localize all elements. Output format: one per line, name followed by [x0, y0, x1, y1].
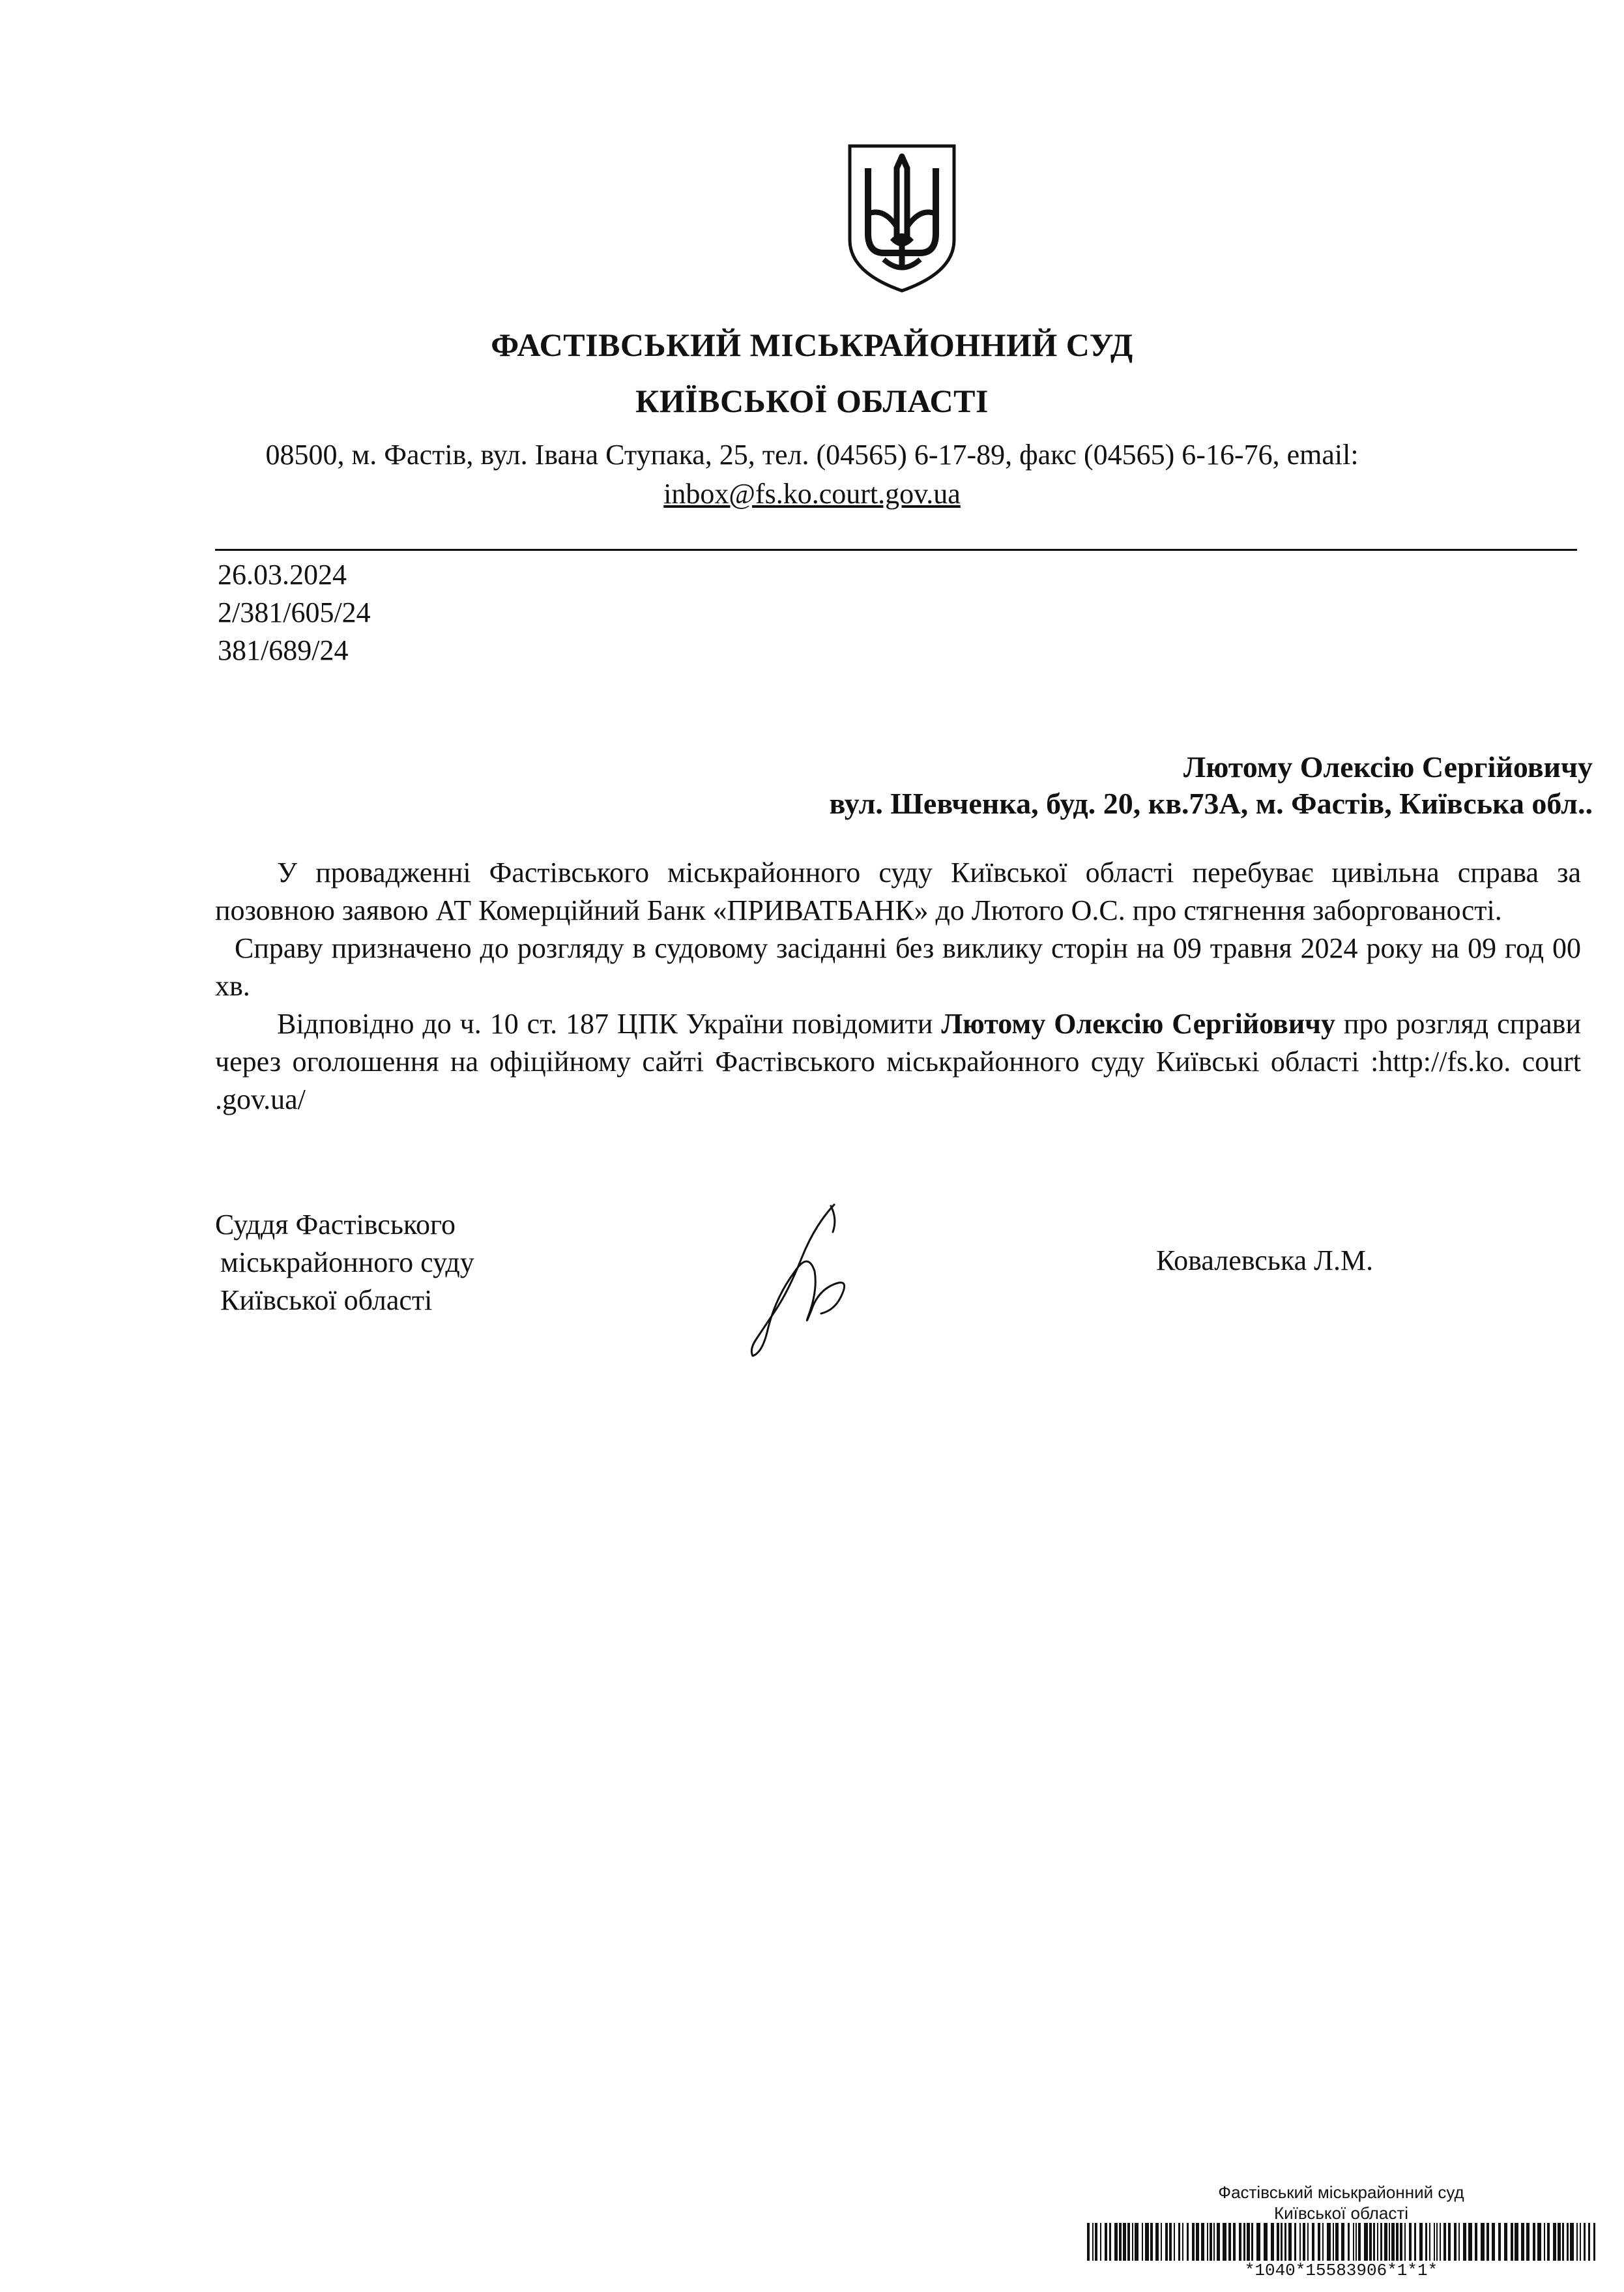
- barcode-bar: [1201, 2223, 1204, 2261]
- barcode-bar: [1284, 2223, 1286, 2261]
- judge-name: Ковалевська Л.М.: [1156, 1244, 1374, 1276]
- barcode-bar: [1358, 2223, 1361, 2261]
- barcode-bar: [1243, 2223, 1245, 2261]
- barcode-bar: [1384, 2223, 1387, 2261]
- barcode-bar: [1299, 2223, 1301, 2261]
- barcode-bar: [1239, 2223, 1241, 2261]
- barcode-bar: [1562, 2223, 1564, 2261]
- barcode-bar: [1142, 2223, 1143, 2261]
- signer-title: [215, 1206, 474, 1319]
- barcode-bar: [1515, 2223, 1518, 2261]
- outgoing-number: 2/381/605/24: [218, 596, 371, 628]
- barcode-bar: [1570, 2223, 1574, 2261]
- barcode-bar: [1109, 2223, 1111, 2261]
- barcode-bar: [1161, 2223, 1162, 2261]
- barcode-bar: [1425, 2223, 1427, 2261]
- barcode-bar: [1207, 2223, 1208, 2261]
- barcode-bar: [1436, 2223, 1438, 2261]
- trident-coat-of-arms-icon: [845, 142, 959, 295]
- barcode-bar: [1155, 2223, 1159, 2261]
- barcode-bar: [1443, 2223, 1446, 2261]
- stamp-region: Київської області: [1273, 2203, 1409, 2223]
- barcode-bar: [1553, 2223, 1556, 2261]
- body-paragraph-3-addressee: Лютому Олексію Сергійовичу: [941, 1008, 1335, 1040]
- barcode-bar: [1114, 2223, 1118, 2261]
- barcode-bar: [1369, 2223, 1372, 2261]
- signer-title-line2: міськрайонного суду: [220, 1246, 474, 1278]
- barcode-bar: [1092, 2223, 1094, 2261]
- barcode-bar: [1281, 2223, 1283, 2261]
- barcode-bar: [1440, 2223, 1441, 2261]
- barcode-bar: [1127, 2223, 1130, 2261]
- case-number: 381/689/24: [218, 634, 349, 666]
- header-divider: [215, 549, 1577, 551]
- barcode-bar: [1095, 2223, 1097, 2261]
- barcode-bar: [1150, 2223, 1153, 2261]
- barcode-bar: [1526, 2223, 1530, 2261]
- barcode-bar: [1132, 2223, 1133, 2261]
- barcode-bar: [1192, 2223, 1195, 2261]
- barcode-bar: [1288, 2223, 1292, 2261]
- barcode-bar: [1389, 2223, 1390, 2261]
- letter-body: [215, 854, 1581, 1119]
- barcode-bar: [1294, 2223, 1296, 2261]
- barcode-bar: [1544, 2223, 1545, 2261]
- barcode-bar: [1210, 2223, 1212, 2261]
- barcode-bar: [1429, 2223, 1430, 2261]
- barcode-bar: [1373, 2223, 1375, 2261]
- barcode-bar: [1135, 2223, 1138, 2261]
- barcode-bar: [1123, 2223, 1126, 2261]
- document-date: 26.03.2024: [218, 559, 347, 591]
- barcode-bar: [1377, 2223, 1378, 2261]
- barcode-bar: [1448, 2223, 1451, 2261]
- barcode-bar: [1419, 2223, 1423, 2261]
- body-paragraph-3-end: про розгляд справи через оголошення на офіційному сайті Фастівського міськрайонного суду Київські області :http://fs.ko. court .gov.ua/: [215, 1008, 1581, 1115]
- barcode-bar: [1312, 2223, 1314, 2261]
- barcode-bar: [1454, 2223, 1457, 2261]
- court-contact-line: 08500, м. Фастів, вул. Івана Ступака, 25, тел. (04565) 6-17-89, факс (04565) 6-16-76, email:: [265, 439, 1359, 471]
- barcode-bar: [1486, 2223, 1489, 2261]
- barcode-bar: [1353, 2223, 1354, 2261]
- barcode-bar: [1458, 2223, 1460, 2261]
- barcode-bar: [1576, 2223, 1578, 2261]
- barcode-bar: [1593, 2223, 1595, 2261]
- barcode-bar: [1187, 2223, 1189, 2261]
- court-email-link[interactable]: inbox@fs.ko.court.gov.ua: [663, 478, 961, 510]
- barcode-bar: [1341, 2223, 1344, 2261]
- court-name-line1: ФАСТІВСЬКИЙ МІСЬКРАЙОННИЙ СУД: [491, 327, 1133, 363]
- barcode-bar: [1475, 2223, 1477, 2261]
- barcode-bar: [1100, 2223, 1101, 2261]
- addressee-name: Лютому Олексію Сергійовичу: [1183, 750, 1593, 784]
- barcode-bar: [1169, 2223, 1172, 2261]
- barcode-bar: [1228, 2223, 1231, 2261]
- barcode-bar: [1307, 2223, 1309, 2261]
- barcode-bar: [1588, 2223, 1590, 2261]
- barcode-bar: [1481, 2223, 1485, 2261]
- barcode-bar: [1105, 2223, 1107, 2261]
- barcode-bar: [1178, 2223, 1180, 2261]
- barcode-bar: [1233, 2223, 1236, 2261]
- barcode-bar: [1414, 2223, 1416, 2261]
- barcode-bar: [1213, 2223, 1215, 2261]
- barcode-bar: [1303, 2223, 1305, 2261]
- handwritten-signature: [736, 1199, 867, 1362]
- stamp-court-name: Фастівський міськрайонний суд: [1218, 2182, 1464, 2202]
- barcode-bar: [1217, 2223, 1220, 2261]
- barcode-bar: [1400, 2223, 1402, 2261]
- barcode-code: *1040*15583906*1*1*: [1244, 2261, 1438, 2280]
- court-name-line2: КИЇВСЬКОЇ ОБЛАСТІ: [635, 383, 989, 419]
- barcode-bar: [1391, 2223, 1395, 2261]
- barcode-bar: [1182, 2223, 1183, 2261]
- addressee-address: вул. Шевченка, буд. 20, кв.73А, м. Фастів, Київська обл..: [829, 787, 1593, 820]
- barcode-bar: [1322, 2223, 1324, 2261]
- barcode-bar: [1348, 2223, 1350, 2261]
- barcode-bar: [1196, 2223, 1199, 2261]
- barcode-bar: [1145, 2223, 1149, 2261]
- barcode-bar: [1580, 2223, 1581, 2261]
- barcode-bar: [1087, 2223, 1090, 2261]
- barcode-bar: [1256, 2223, 1260, 2261]
- barcode-bar: [1404, 2223, 1406, 2261]
- barcode-bar: [1247, 2223, 1250, 2261]
- barcode-bar: [1174, 2223, 1175, 2261]
- signer-title-line3: Київської області: [220, 1284, 433, 1316]
- barcode-bar: [1335, 2223, 1339, 2261]
- barcode-bar: [1463, 2223, 1466, 2261]
- barcode-bar: [1434, 2223, 1435, 2261]
- barcode-bar: [1271, 2223, 1274, 2261]
- barcode-bar: [1584, 2223, 1586, 2261]
- barcode-bar: [1537, 2223, 1541, 2261]
- barcode-bar: [1396, 2223, 1399, 2261]
- barcode-bar: [1409, 2223, 1412, 2261]
- signer-title-line1: Суддя Фастівського: [215, 1209, 456, 1241]
- barcode-bar: [1165, 2223, 1168, 2261]
- barcode-bar: [1277, 2223, 1279, 2261]
- barcode-bar: [1504, 2223, 1507, 2261]
- barcode-bar: [1333, 2223, 1334, 2261]
- barcode-bar: [1327, 2223, 1331, 2261]
- barcode-bar: [1380, 2223, 1382, 2261]
- body-paragraph-1: У провадженні Фастівського міськрайонного суду Київської області перебуває цивільна справа за позовною заявою АТ Комерційний Банк «ПРИВАТБАНК» до Лютого О.С. про стягнення заборгованості.: [215, 857, 1581, 926]
- barcode-bar: [1567, 2223, 1569, 2261]
- barcode-bar: [1223, 2223, 1226, 2261]
- body-paragraph-3: [215, 1005, 1581, 1119]
- barcode-bar: [1119, 2223, 1122, 2261]
- barcode-bar: [1264, 2223, 1268, 2261]
- barcode-bar: [1521, 2223, 1524, 2261]
- body-paragraph-2: Справу призначено до розгляду в судовому засіданні без виклику сторін на 09 травня 2024 року на 09 год 00 хв.: [215, 932, 1581, 1002]
- barcode-bar: [1547, 2223, 1550, 2261]
- barcode-bar: [1498, 2223, 1501, 2261]
- barcode-bar: [1251, 2223, 1253, 2261]
- barcode-bar: [1533, 2223, 1535, 2261]
- barcode-bar: [1468, 2223, 1472, 2261]
- barcode-bar: [1356, 2223, 1357, 2261]
- barcode-bar: [1364, 2223, 1368, 2261]
- barcode-bar: [1558, 2223, 1561, 2261]
- body-paragraph-3-start: Відповідно до ч. 10 ст. 187 ЦПК України повідомити: [277, 1008, 942, 1040]
- barcode-bar: [1511, 2223, 1513, 2261]
- barcode-icon: [1087, 2223, 1595, 2261]
- barcode-bar: [1318, 2223, 1320, 2261]
- barcode-bar: [1492, 2223, 1495, 2261]
